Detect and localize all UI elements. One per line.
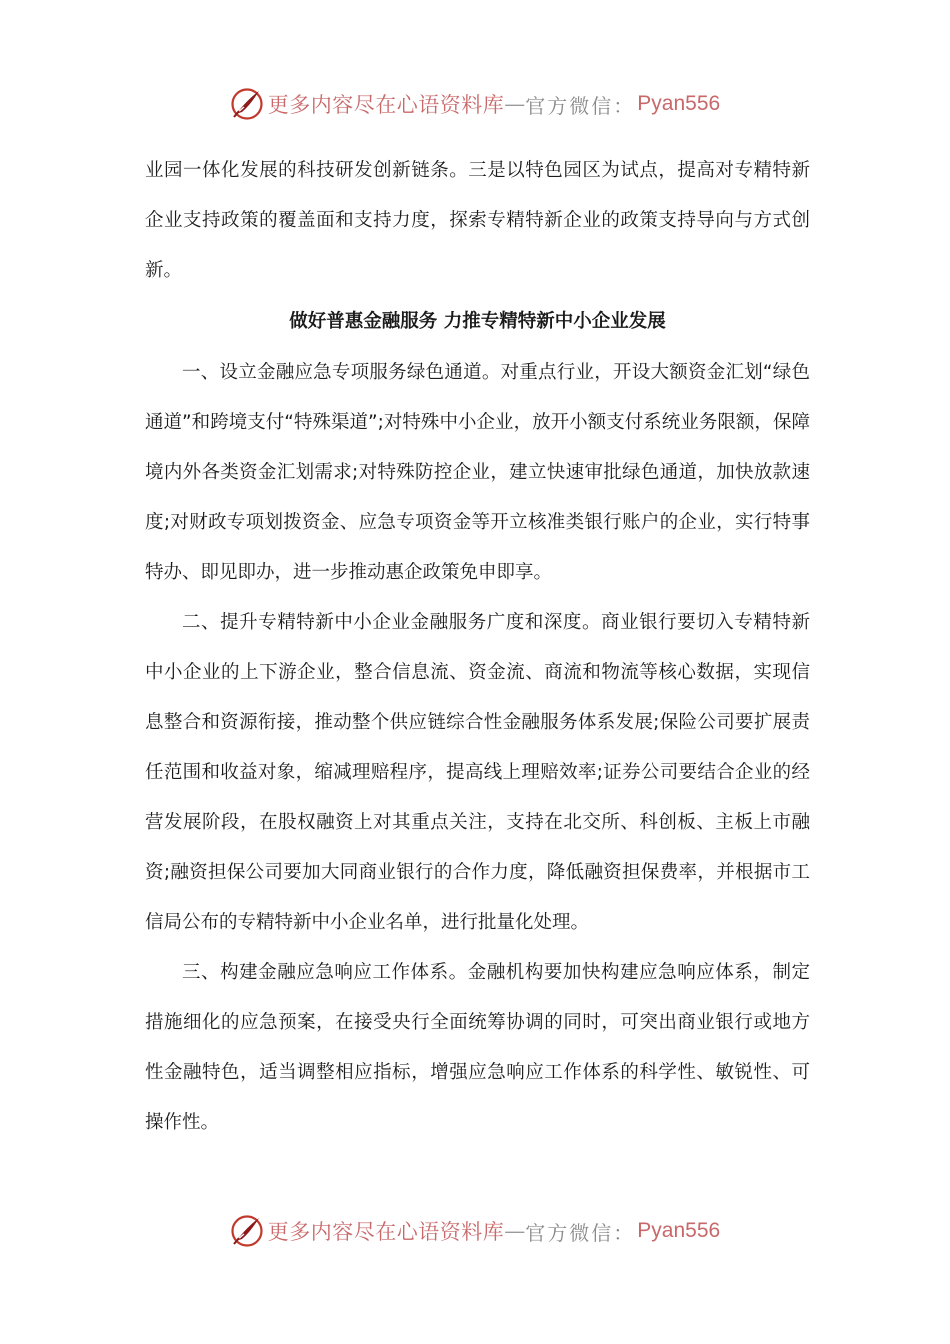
header-wechat-id: Pyan556: [637, 92, 721, 115]
paragraph-3: 三、构建金融应急响应工作体系。金融机构要加快构建应急响应体系，制定措施细化的应急预案，在接受央行全面统筹协调的同时，可突出商业银行或地方性金融特色，适当调整相应指标，增强应急响应工作体系的科学性、敏锐性、可操作性。: [145, 962, 810, 1133]
footer-wechat-id: Pyan556: [637, 1219, 721, 1242]
header-wechat-label: 官方微信：: [525, 93, 636, 118]
paragraph-1: 一、设立金融应急专项服务绿色通道。对重点行业，开设大额资金汇划“绿色通道”和跨境支付“特殊渠道”;对特殊中小企业，放开小额支付系统业务限额，保障境内外各类资金汇划需求;对特殊防控企业，建立快速审批绿色通道，加快放款速度;对财政专项划拨资金、应急专项资金等开立核准类银行账户的企业，实行特事特办、即见即办，进一步推动惠企政策免申即享。: [145, 362, 810, 583]
paragraph-2: 二、提升专精特新中小企业金融服务广度和深度。商业银行要切入专精特新中小企业的上下游企业，整合信息流、资金流、商流和物流等核心数据，实现信息整合和资源衔接，推动整个供应链综合性金融服务体系发展;保险公司要扩展责任范围和收益对象，缩减理赔程序，提高线上理赔效率;证券公司要结合企业的经营发展阶段，在股权融资上对其重点关注，支持在北交所、科创板、主板上市融资;融资担保公司要加大同商业银行的合作力度，降低融资担保费率，并根据市工信局公布的专精特新中小企业名单，进行批量化处理。: [145, 612, 810, 933]
quill-pen-logo-icon: [230, 87, 264, 121]
footer-banner: [0, 1211, 950, 1251]
footer-wechat-label: 官方微信：: [525, 1220, 636, 1245]
footer-dash: —: [504, 1219, 526, 1243]
header-slogan: 更多内容尽在心语资料库: [267, 93, 505, 117]
header-banner: [0, 84, 950, 124]
section-title: 做好普惠金融服务 力推专精特新中小企业发展: [289, 311, 666, 332]
footer-slogan: 更多内容尽在心语资料库: [267, 1220, 505, 1244]
header-dash: —: [504, 92, 526, 116]
document-body: [145, 146, 810, 1148]
quill-pen-logo-icon: [230, 1214, 264, 1248]
intro-paragraph: 业园一体化发展的科技研发创新链条。三是以特色园区为试点，提高对专精特新企业支持政策的覆盖面和支持力度，探索专精特新企业的政策支持导向与方式创新。: [145, 160, 810, 281]
